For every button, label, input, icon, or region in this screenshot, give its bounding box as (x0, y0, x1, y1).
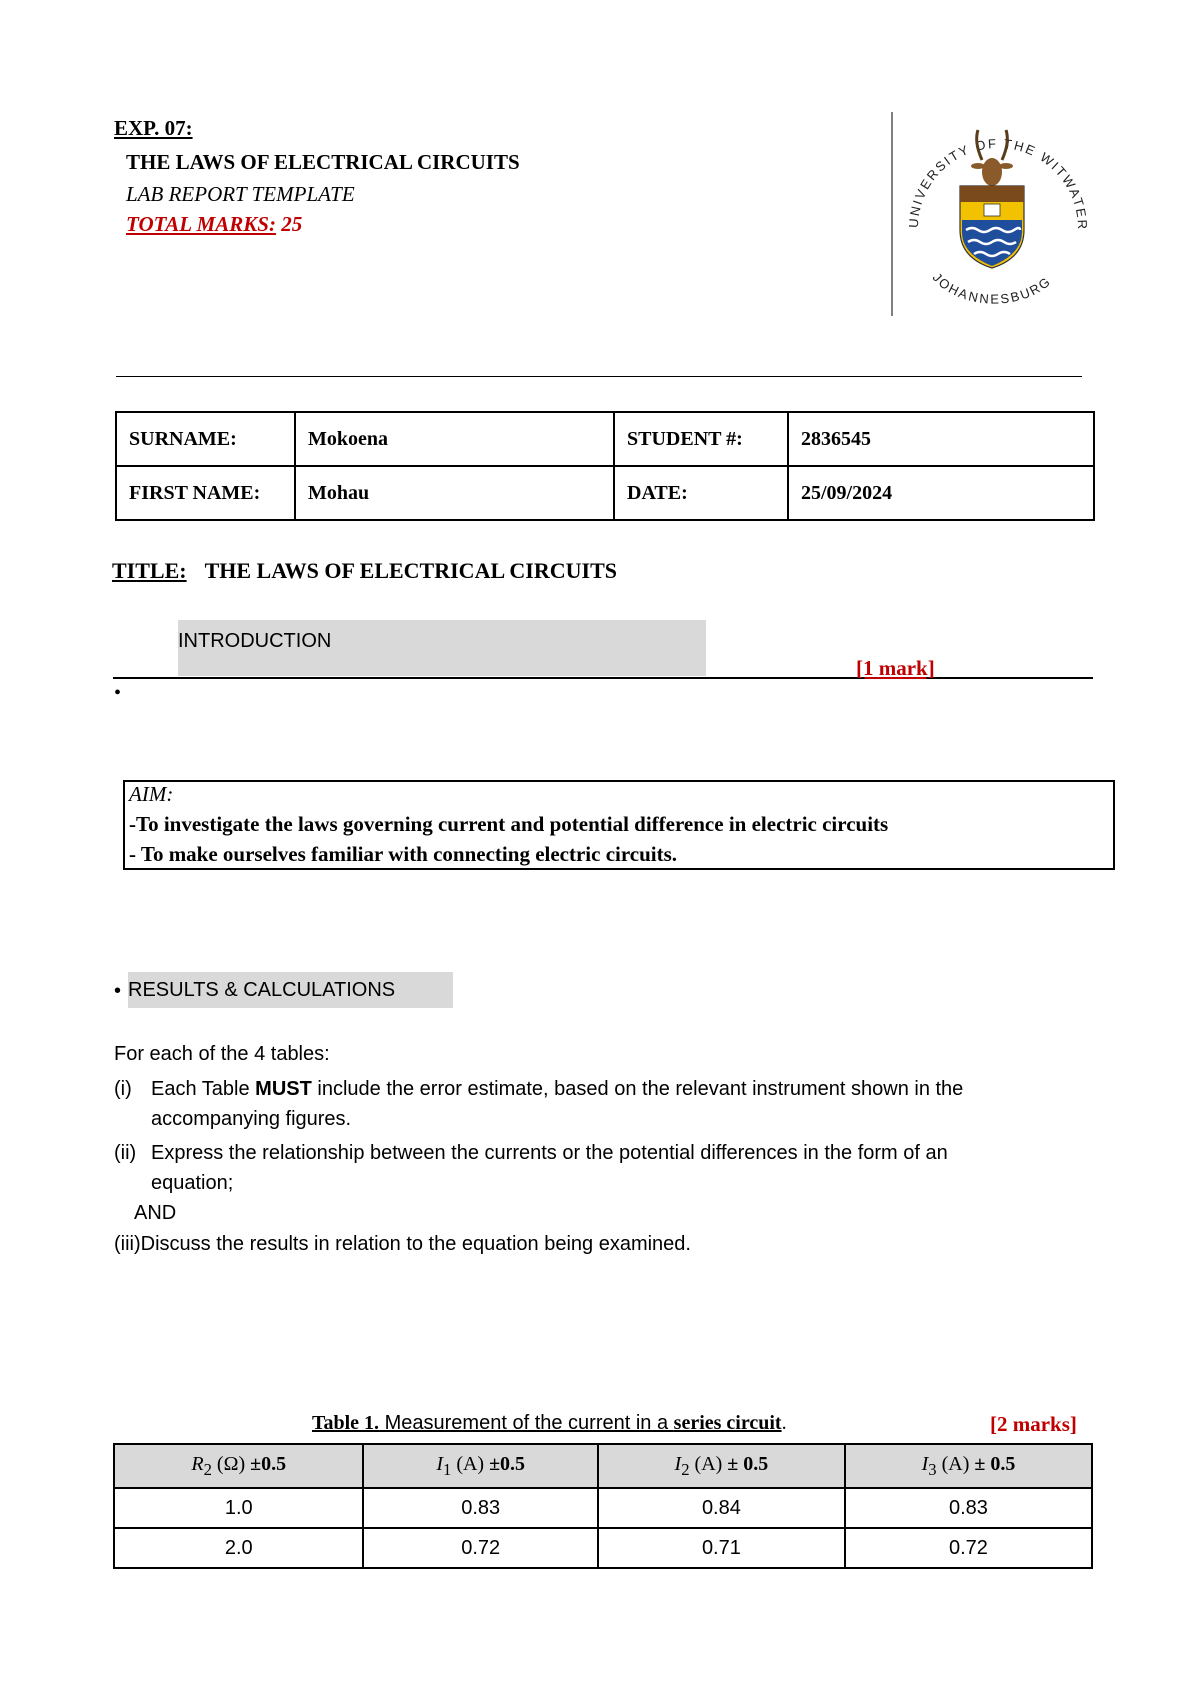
list-item-1-post: include the error estimate, based on the relevant instrument shown in the (311, 1078, 964, 1100)
results-bullet: • (114, 980, 122, 1002)
col-header-error: ± 0.5 (722, 1452, 769, 1475)
table-1-caption-pre: Measurement of the current in a (379, 1412, 674, 1434)
col-header-symbol: I (674, 1452, 682, 1475)
introduction-heading-text: INTRODUCTION (178, 630, 332, 652)
aim-box (123, 780, 1115, 870)
table-cell: 2.0 (114, 1528, 363, 1568)
col-header-error: ± 0.5 (969, 1452, 1016, 1475)
list-item-3-number: (iii) (114, 1233, 141, 1255)
col-header-error: ±0.5 (484, 1452, 526, 1475)
total-marks-label: TOTAL MARKS: (126, 212, 276, 236)
list-item-3 (114, 1233, 691, 1256)
aim-label: AIM: (129, 782, 174, 806)
col-header-symbol: R (191, 1452, 204, 1475)
university-logo (880, 108, 1100, 320)
introduction-bullet: • (114, 682, 122, 704)
table-row (114, 1488, 1092, 1528)
list-item-1-continued: accompanying figures. (151, 1108, 352, 1130)
introduction-marks: [1 mark] (856, 656, 935, 680)
list-item-1-number: (i) (114, 1078, 132, 1100)
col-header-unit: (A) (936, 1452, 970, 1475)
list-item-1 (151, 1078, 963, 1101)
title-label: TITLE: (112, 558, 187, 583)
table-1 (113, 1443, 1093, 1569)
title-section (112, 558, 617, 584)
col-header-subscript: 2 (681, 1459, 690, 1479)
table-cell: 0.84 (598, 1488, 845, 1528)
table-cell: 0.83 (845, 1488, 1092, 1528)
table-cell: 0.83 (363, 1488, 597, 1528)
list-item-2: Express the relationship between the currents or the potential differences in the form of an (151, 1142, 948, 1164)
col-header-i1 (363, 1444, 597, 1488)
total-marks (126, 212, 302, 237)
results-heading-text: RESULTS & CALCULATIONS (128, 979, 396, 1001)
report-title: THE LAWS OF ELECTRICAL CIRCUITS (126, 150, 520, 174)
table-row (114, 1528, 1092, 1568)
col-header-i2 (598, 1444, 845, 1488)
introduction-rule (113, 677, 1093, 679)
table-row (116, 412, 1094, 466)
table-1-label: Table 1. (312, 1412, 380, 1434)
col-header-symbol: I (921, 1452, 929, 1475)
table-cell: 0.72 (845, 1528, 1092, 1568)
col-header-error: ±0.5 (245, 1452, 287, 1475)
introduction-heading (178, 620, 706, 676)
student-info-table (115, 411, 1095, 521)
surname-value: Mokoena (295, 412, 614, 466)
header-divider (116, 376, 1082, 377)
wits-crest-icon (880, 108, 1100, 320)
student-number-label: STUDENT #: (614, 412, 788, 466)
and-connector: AND (134, 1202, 177, 1224)
table-cell: 0.71 (598, 1528, 845, 1568)
col-header-subscript: 1 (442, 1459, 452, 1479)
first-name-label: FIRST NAME: (116, 466, 295, 520)
table-1-marks: [2 marks] (990, 1412, 1077, 1436)
col-header-unit: (A) (689, 1452, 723, 1475)
col-header-symbol: I (436, 1452, 443, 1475)
table-header-row (114, 1444, 1092, 1488)
table-row (116, 466, 1094, 520)
list-item-2-number: (ii) (114, 1142, 137, 1164)
results-intro: For each of the 4 tables: (114, 1043, 330, 1065)
aim-line-1: -To investigate the laws governing current and potential difference in electric circuits (129, 812, 889, 836)
list-item-3-text: Discuss the results in relation to the equation being examined. (140, 1233, 691, 1255)
col-header-subscript: 3 (928, 1459, 937, 1479)
table-cell: 1.0 (114, 1488, 363, 1528)
table-1-caption-post: . (781, 1412, 787, 1434)
aim-line-2: - To make ourselves familiar with connecting electric circuits. (129, 842, 678, 866)
surname-label: SURNAME: (116, 412, 295, 466)
table-cell: 0.72 (363, 1528, 597, 1568)
logo-arc-bottom: JOHANNESBURG (929, 269, 1055, 307)
list-item-1-emphasis: MUST (255, 1078, 312, 1100)
list-item-2-continued: equation; (151, 1172, 234, 1194)
col-header-r2 (114, 1444, 363, 1488)
list-item-1-pre: Each Table (151, 1078, 256, 1100)
col-header-subscript: 2 (203, 1459, 212, 1479)
report-subtitle: LAB REPORT TEMPLATE (126, 182, 355, 206)
col-header-unit: (Ω) (211, 1452, 246, 1475)
date-label: DATE: (614, 466, 788, 520)
logo-arc-top: UNIVERSITY OF THE WITWATER (905, 135, 1091, 232)
col-header-unit: (A) (451, 1452, 485, 1475)
table-1-caption (312, 1412, 787, 1435)
date-value: 25/09/2024 (788, 466, 1094, 520)
total-marks-value: 25 (275, 212, 303, 236)
svg-text:JOHANNESBURG (930, 270, 1054, 307)
title-value: THE LAWS OF ELECTRICAL CIRCUITS (204, 558, 617, 583)
student-number-value: 2836545 (788, 412, 1094, 466)
first-name-value: Mohau (295, 466, 614, 520)
results-heading (128, 972, 453, 1008)
experiment-number: EXP. 07: (114, 116, 193, 140)
table-1-caption-emphasis: series circuit (673, 1412, 782, 1434)
col-header-i3 (845, 1444, 1092, 1488)
